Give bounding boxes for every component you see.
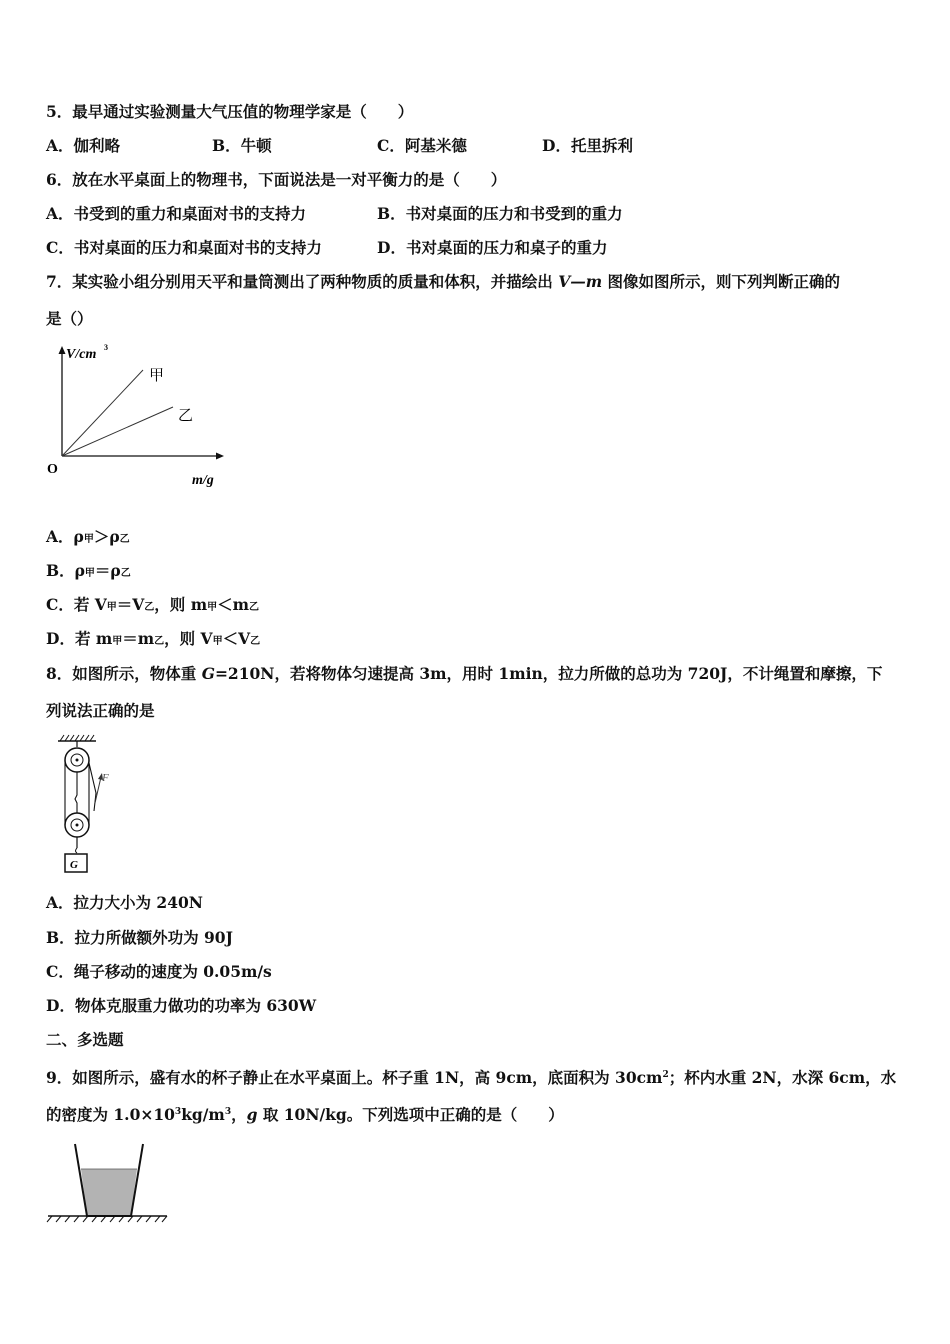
q6-stem: 6．放在水平桌面上的物理书，下面说法是一对平衡力的是（ ） (46, 170, 507, 189)
q8-option-a[interactable]: A．拉力大小为 240N (46, 893, 203, 912)
y-axis-arrow (59, 346, 66, 354)
q8-stem-variable: G (201, 664, 215, 683)
q8-pulley-figure (52, 733, 122, 878)
q5-option-a[interactable]: A．伽利略 (46, 136, 121, 155)
q5-option-c[interactable]: C．阿基米德 (377, 136, 467, 155)
q7-stem-line2: 是（） (46, 309, 93, 328)
x-axis-label: m/g (192, 473, 214, 488)
line-jia-label: 甲 (149, 368, 165, 384)
q7-option-b[interactable]: B．ρ甲＝ρ乙 (46, 561, 131, 580)
q9-stem: 9．如图所示，盛有水的杯子静止在水平桌面上。杯子重 1N，高 9cm，底面积为 $30cm^2$；杯内水重 2N，水深 6cm，水 (46, 1068, 897, 1088)
force-label: F (102, 772, 109, 784)
force-arrow (95, 777, 101, 803)
q6-option-d[interactable]: D．书对桌面的压力和桌子的重力 (377, 238, 608, 257)
q7-stem: 7．某实验小组分别用天平和量筒测出了两种物质的质量和体积，并描绘出 V—m 图像如图所示，则下列判断正确的 (46, 272, 841, 291)
origin-label: O (47, 462, 58, 477)
q7-option-d[interactable]: D．若 m甲＝m乙，则 V甲＜V乙 (46, 629, 261, 648)
q5-stem: 5．最早通过实验测量大气压值的物理学家是（ ） (46, 102, 414, 121)
q8-option-d[interactable]: D．物体克服重力做功的功率为 630W (46, 996, 317, 1015)
q7-stem-variable: V—m (558, 272, 603, 291)
q8-option-b[interactable]: B．拉力所做额外功为 90J (46, 928, 233, 947)
q7-vm-graph (40, 338, 230, 493)
q7-option-c[interactable]: C．若 V甲＝V乙，则 m甲＜m乙 (46, 595, 260, 614)
q6-option-b[interactable]: B．书对桌面的压力和书受到的重力 (377, 204, 623, 223)
weight-label: G (70, 859, 78, 871)
line-jia (62, 370, 143, 456)
q6-option-a[interactable]: A．书受到的重力和桌面对书的支持力 (46, 204, 307, 223)
q9-cup-figure (44, 1140, 174, 1230)
q5-option-b[interactable]: B．牛顿 (212, 136, 272, 155)
y-axis-label: V/cm (66, 347, 97, 362)
y-axis-label-sup: 3 (104, 343, 108, 352)
q5-option-d[interactable]: D．托里拆利 (542, 136, 633, 155)
section-heading: 二、多选题 (46, 1030, 124, 1049)
line-yi (62, 407, 173, 456)
line-yi-label: 乙 (178, 408, 194, 424)
q9-stem-variable: g (246, 1105, 258, 1125)
q8-stem-line2: 列说法正确的是 (46, 701, 155, 720)
water (81, 1169, 137, 1216)
q8-stem: 8．如图所示，物体重 G=210N，若将物体匀速提高 3m，用时 1min，拉力所做的总功为 720J，不计绳置和摩擦，下 (46, 664, 883, 683)
q7-option-a[interactable]: A．ρ甲＞ρ乙 (46, 527, 130, 546)
q6-option-c[interactable]: C．书对桌面的压力和桌面对书的支持力 (46, 238, 322, 257)
x-axis-arrow (216, 453, 224, 460)
q9-stem-line2: 的密度为 $1.0\times 10^3kg/m^3$，g 取 10N/kg。下列选项中正确的是（ ） (46, 1105, 564, 1125)
q8-option-c[interactable]: C．绳子移动的速度为 0.05m/s (46, 962, 272, 981)
